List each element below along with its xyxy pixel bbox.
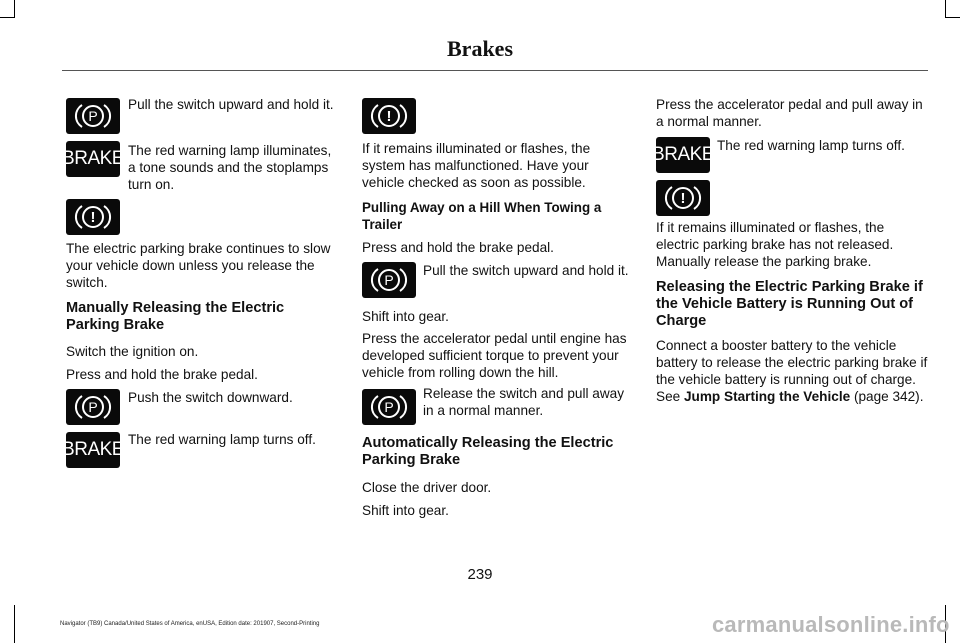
paragraph: The electric parking brake continues to slow your vehicle down unless you release the switch. bbox=[66, 241, 331, 290]
crop-mark bbox=[945, 0, 946, 18]
parking-brake-icon bbox=[66, 389, 120, 425]
crop-mark bbox=[945, 17, 960, 18]
crop-mark bbox=[0, 17, 15, 18]
paragraph: The red warning lamp illuminates, a tone sounds and the stoplamps turn on. bbox=[128, 143, 332, 192]
section-heading: Automatically Releasing the Electric Parking Brake bbox=[362, 435, 614, 468]
parking-brake-icon bbox=[362, 262, 416, 298]
paragraph: The red warning lamp turns off. bbox=[717, 138, 905, 153]
page-reference: (page 342). bbox=[853, 389, 924, 404]
page-number: 239 bbox=[467, 566, 493, 583]
paragraph: Switch the ignition on. bbox=[66, 344, 199, 359]
watermark: carmanualsonline.info bbox=[712, 612, 950, 637]
paragraph: Press and hold the brake pedal. bbox=[66, 367, 258, 382]
brake-warning-icon bbox=[652, 137, 714, 173]
paragraph: If it remains illuminated or flashes, the electric parking brake has not released. Manually release the parking brake. bbox=[656, 220, 894, 269]
paragraph: Close the driver door. bbox=[362, 480, 492, 495]
paragraph: Shift into gear. bbox=[362, 503, 449, 518]
section-heading: Manually Releasing the Electric Parking Brake bbox=[66, 300, 285, 333]
system-warning-icon bbox=[362, 98, 416, 134]
header-rule bbox=[62, 70, 928, 71]
brake-label: BRAKE bbox=[62, 148, 124, 169]
svg-text:P: P bbox=[88, 108, 98, 124]
brake-warning-icon bbox=[62, 141, 124, 177]
paragraph: Push the switch downward. bbox=[128, 390, 293, 405]
crop-mark bbox=[14, 0, 15, 18]
paragraph: Press the accelerator pedal until engine has developed sufficient torque to prevent your vehicle from rolling down the hill. bbox=[362, 331, 627, 380]
svg-text:!: ! bbox=[680, 190, 686, 207]
paragraph-text: Connect a booster battery to the vehicle battery to release the electric parking brake if the vehicle battery is running out of charge. See bbox=[656, 338, 928, 404]
page-title: Brakes bbox=[447, 36, 513, 61]
brake-label: BRAKE bbox=[652, 144, 714, 165]
footer-edition: Navigator (TB9) Canada/United States of America, enUSA, Edition date: 201907, Second-Printing bbox=[60, 621, 320, 627]
svg-text:!: ! bbox=[90, 209, 96, 226]
svg-text:P: P bbox=[88, 399, 98, 415]
section-heading: Pulling Away on a Hill When Towing a Trailer bbox=[362, 200, 602, 232]
system-warning-icon bbox=[66, 199, 120, 235]
paragraph: Press and hold the brake pedal. bbox=[362, 240, 554, 255]
paragraph: Release the switch and pull away in a normal manner. bbox=[423, 386, 624, 418]
paragraph: Shift into gear. bbox=[362, 309, 449, 324]
svg-text:!: ! bbox=[386, 108, 392, 125]
system-warning-icon bbox=[656, 180, 710, 216]
svg-text:P: P bbox=[384, 399, 394, 415]
paragraph: The red warning lamp turns off. bbox=[128, 432, 316, 447]
paragraph bbox=[656, 337, 928, 405]
paragraph: If it remains illuminated or flashes, the system has malfunctioned. Have your vehicle checked as soon as possible. bbox=[362, 141, 591, 190]
parking-brake-icon bbox=[66, 98, 120, 134]
paragraph: Pull the switch upward and hold it. bbox=[128, 97, 334, 112]
parking-brake-icon bbox=[362, 389, 416, 425]
crop-mark bbox=[14, 605, 15, 643]
paragraph: Pull the switch upward and hold it. bbox=[423, 263, 629, 278]
brake-label: BRAKE bbox=[62, 439, 124, 460]
cross-reference-link[interactable]: Jump Starting the Vehicle bbox=[683, 389, 851, 404]
paragraph: Press the accelerator pedal and pull away in a normal manner. bbox=[656, 97, 923, 129]
svg-text:P: P bbox=[384, 272, 394, 288]
section-heading: Releasing the Electric Parking Brake if the Vehicle Battery is Running Out of Charge bbox=[656, 279, 923, 329]
brake-warning-icon bbox=[62, 432, 124, 468]
